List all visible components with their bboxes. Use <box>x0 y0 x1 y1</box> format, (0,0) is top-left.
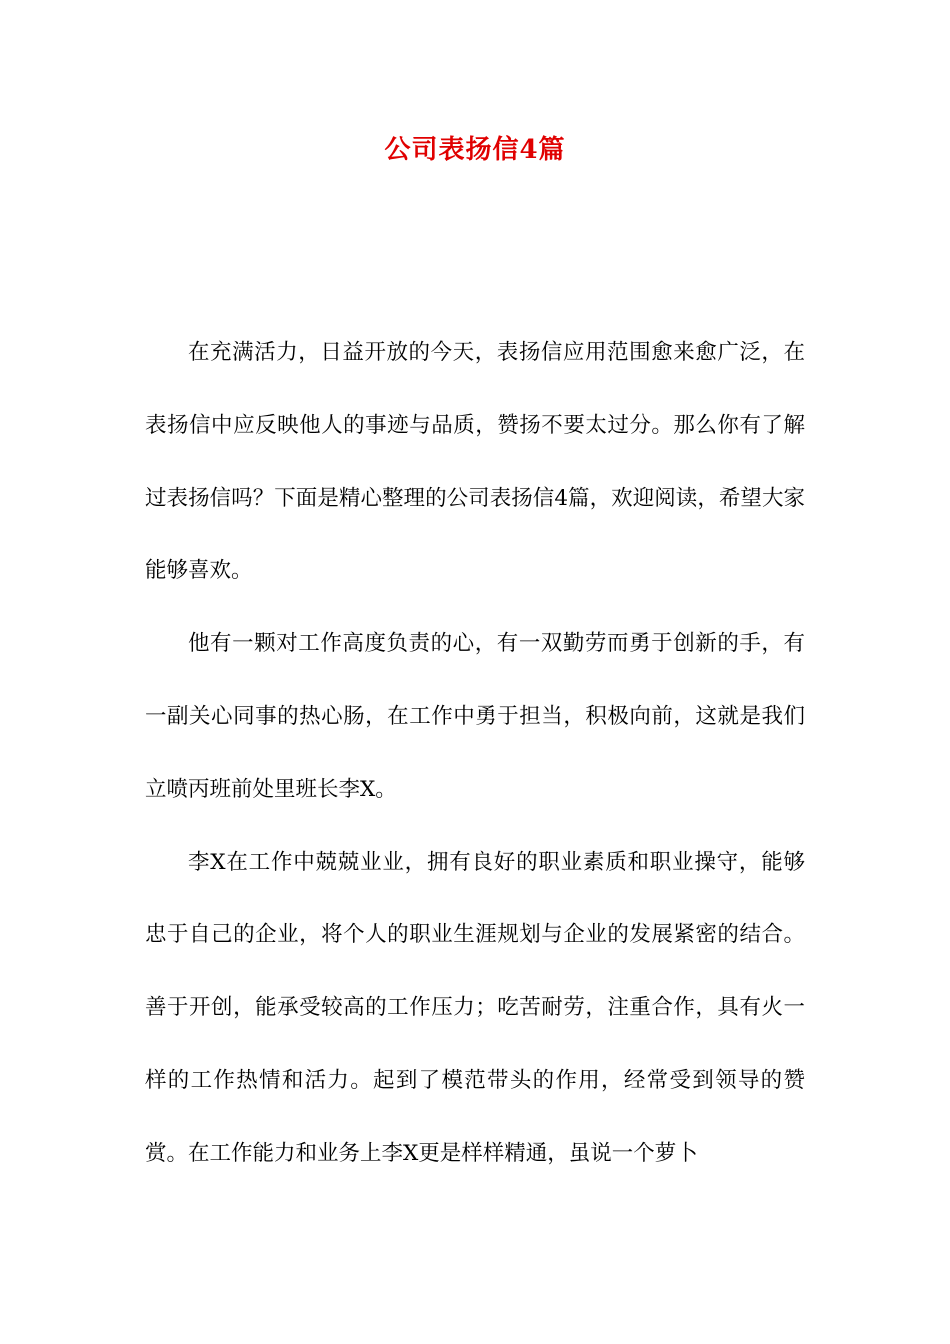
paragraph-praise-heart: 他有一颗对工作高度负责的心，有一双勤劳而勇于创新的手，有一副关心同事的热心肠，在工作中勇于担当，积极向前，这就是我们立喷丙班前处里班长李X。 <box>145 631 805 802</box>
document-title: 公司表扬信4篇 <box>384 135 566 165</box>
document-body <box>145 317 805 1191</box>
paragraph-intro: 在充满活力，日益开放的今天，表扬信应用范围愈来愈广泛，在表扬信中应反映他人的事迹与品质，赞扬不要太过分。那么你有了解过表扬信吗？下面是精心整理的公司表扬信4篇，欢迎阅读，希望大家能够喜欢。 <box>145 340 805 584</box>
paragraph-work-attitude: 李X在工作中兢兢业业，拥有良好的职业素质和职业操守，能够忠于自己的企业，将个人的职业生涯规划与企业的发展紧密的结合。善于开创，能承受较高的工作压力；吃苦耐劳，注重合作，具有火一样的工作热情和活力。起到了模范带头的作用，经常受到领导的赞赏。在工作能力和业务上李X更是样样精通，虽说一个萝卜 <box>145 849 805 1166</box>
